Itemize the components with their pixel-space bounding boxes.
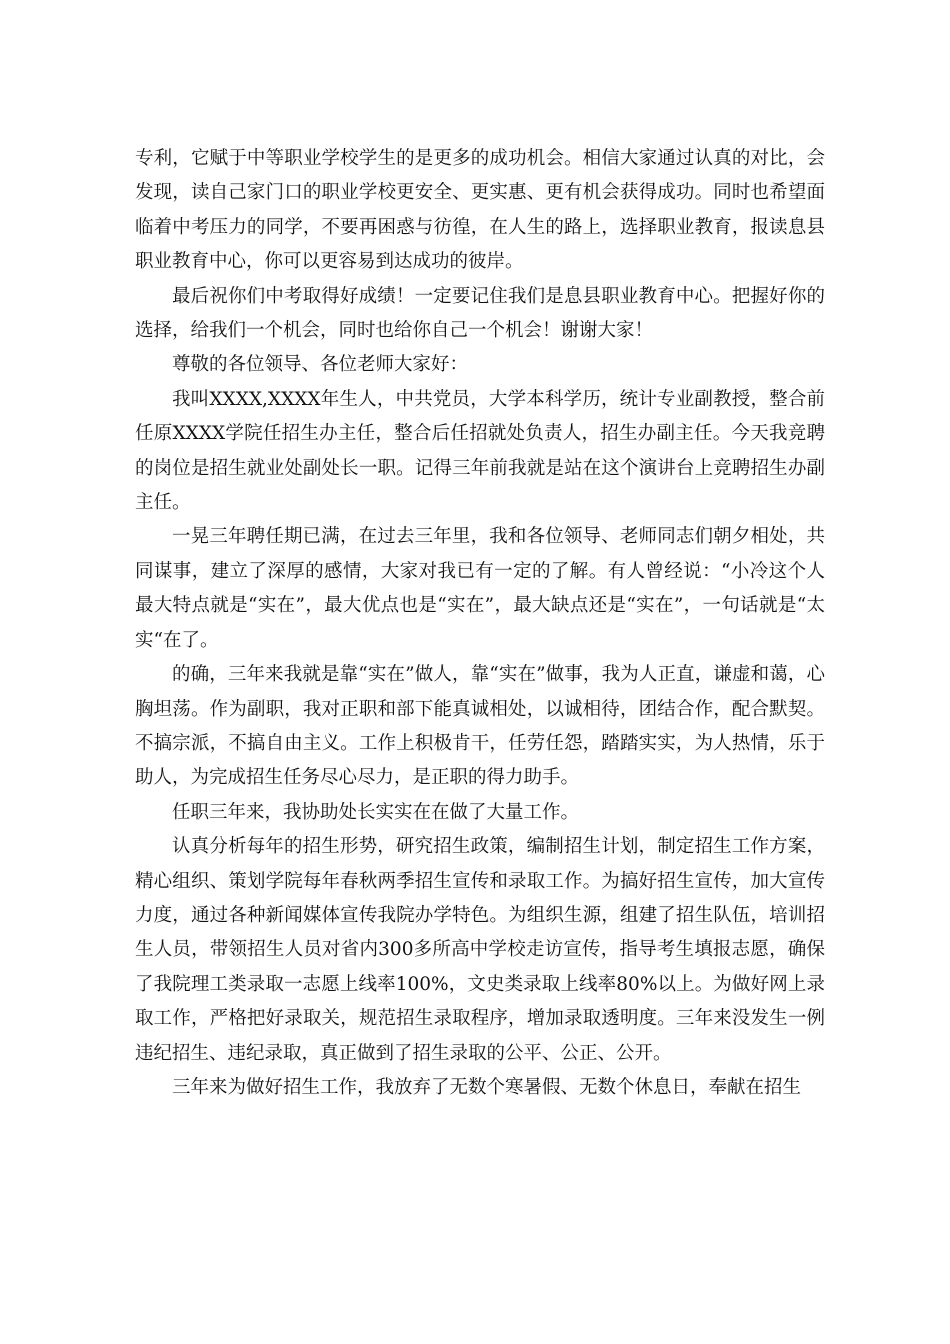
paragraph-3: 尊敬的各位领导、各位老师大家好：	[172, 354, 469, 376]
paragraph-7: 任职三年来，我协助处长实实在在做了大量工作。	[172, 801, 580, 823]
paragraph-1: 专利，它赋于中等职业学校学生的是更多的成功机会。相信大家通过认真的对比，会发现，读自己家门口的职业学校更安全、更实惠、更有机会获得成功。同时也希望面临着中考压力的同学，不要再困惑与彷徨，在人生的路上，选择职业教育，报读息县职业教育中心，你可以更容易到达成功的彼岸。	[135, 148, 825, 273]
paragraph-9: 三年来为做好招生工作，我放弃了无数个寒暑假、无数个休息日，奉献在招生	[172, 1076, 802, 1098]
paragraph-5: 一晃三年聘任期已满，在过去三年里，我和各位领导、老师同志们朝夕相处，共同谋事，建立了深厚的感情，大家对我已有一定的了解。有人曾经说：“小冷这个人最大特点就是“实在”，最大优点也是“实在”，最大缺点还是“实在”，一句话就是“太实“在了。	[135, 526, 825, 651]
paragraph-2: 最后祝你们中考取得好成绩！一定要记住我们是息县职业教育中心。把握好你的选择，给我们一个机会，同时也给你自己一个机会！谢谢大家！	[135, 285, 825, 342]
paragraph-8: 认真分析每年的招生形势，研究招生政策，编制招生计划，制定招生工作方案，精心组织、策划学院每年春秋两季招生宣传和录取工作。为搞好招生宣传，加大宣传力度，通过各种新闻媒体宣传我院办学特色。为组织生源，组建了招生队伍，培训招生人员，带领招生人员对省内300多所高中学校走访宣传，指导考生填报志愿，确保了我院理工类录取一志愿上线率100%，文史类录取上线率80%以上。为做好网上录取工作，严格把好录取关，规范招生录取程序，增加录取透明度。三年来没发生一例违纪招生、违纪录取，真正做到了招生录取的公平、公正、公开。	[135, 836, 825, 1064]
paragraph-6: 的确，三年来我就是靠“实在”做人，靠“实在”做事，我为人正直，谦虚和蔼，心胸坦荡。作为副职，我对正职和部下能真诚相处，以诚相待，团结合作，配合默契。不搞宗派，不搞自由主义。工作上积极肯干，任劳任怨，踏踏实实，为人热情，乐于助人，为完成招生任务尽心尽力，是正职的得力助手。	[135, 664, 825, 789]
document-body	[135, 142, 825, 1105]
paragraph-4: 我叫XXXX,XXXX年生人，中共党员，大学本科学历，统计专业副教授，整合前任原XXXX学院任招生办主任，整合后任招就处负责人，招生办副主任。今天我竞聘的岗位是招生就业处副处长一职。记得三年前我就是站在这个演讲台上竞聘招生办副主任。	[135, 388, 825, 514]
